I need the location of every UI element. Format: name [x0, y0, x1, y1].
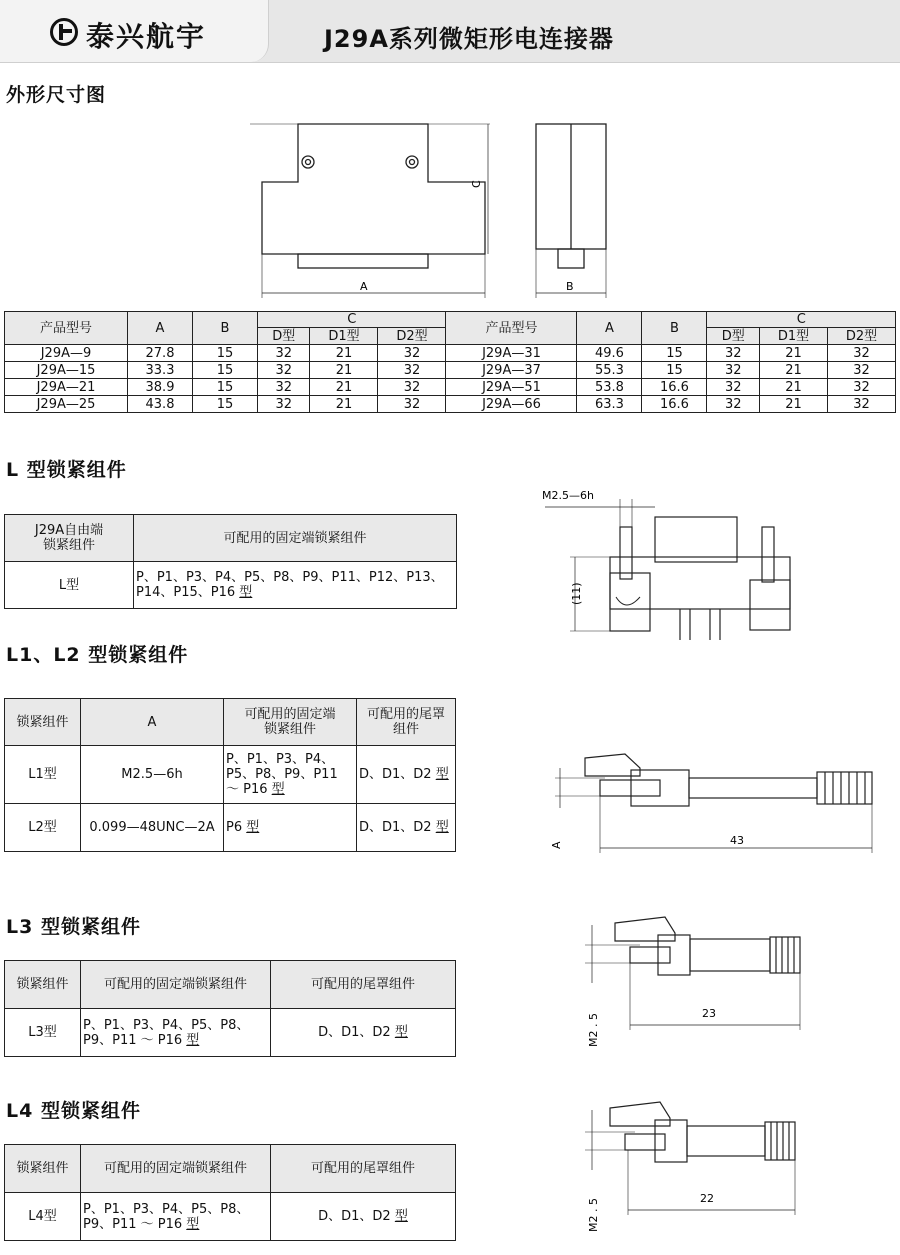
l3-th-tail: 可配用的尾罩组件	[271, 961, 456, 1009]
l2-fixed: P6 型	[224, 804, 357, 852]
l3-lock-table	[4, 960, 456, 1057]
l3-tail: D、D1、D2 型	[271, 1009, 456, 1057]
l3-name: L3型	[5, 1009, 81, 1057]
dim-cell: 21	[310, 345, 378, 362]
table-row	[5, 396, 896, 413]
l12-th-fixed: 可配用的固定端 锁紧组件	[224, 699, 357, 746]
dim-cell: 32	[707, 362, 759, 379]
dim-cell: 16.6	[642, 396, 707, 413]
dim-cell: 21	[759, 396, 827, 413]
dim-cell: 32	[378, 396, 446, 413]
dim-cell: J29A—15	[5, 362, 128, 379]
section-outline-title: 外形尺寸图	[6, 84, 107, 106]
outline-drawing	[250, 112, 620, 302]
th-d1: D1型	[310, 328, 378, 345]
l3-len-label: 23	[702, 1007, 716, 1020]
dim-cell: 32	[258, 345, 310, 362]
l-lock-drawing	[540, 485, 800, 645]
section-l3-title: L3 型锁紧组件	[6, 916, 141, 938]
l12-lock-table	[4, 698, 456, 852]
dim-cell: 21	[310, 379, 378, 396]
dim-cell: 32	[378, 362, 446, 379]
th-c: C	[258, 312, 446, 328]
dim-cell: 15	[193, 345, 258, 362]
l2-tail: D、D1、D2 型	[357, 804, 456, 852]
l4-th-name: 锁紧组件	[5, 1145, 81, 1193]
dimension-table	[4, 311, 896, 413]
th-b: B	[193, 312, 258, 345]
dim-cell: 55.3	[577, 362, 642, 379]
dim-cell: 16.6	[642, 379, 707, 396]
dim-cell: J29A—25	[5, 396, 128, 413]
dim-cell: 43.8	[128, 396, 193, 413]
l-dim-label: (11)	[570, 582, 583, 605]
th-a: A	[128, 312, 193, 345]
dim-cell: 32	[378, 379, 446, 396]
company-logo-icon	[50, 18, 78, 46]
dim-c-label: C	[470, 180, 483, 188]
dim-cell: J29A—21	[5, 379, 128, 396]
l-row-name: L型	[5, 562, 134, 609]
dim-cell: 15	[193, 396, 258, 413]
dim-cell: 27.8	[128, 345, 193, 362]
dim-cell: 32	[707, 345, 759, 362]
page-header	[0, 0, 900, 63]
dim-cell: 32	[258, 379, 310, 396]
dim-cell: J29A—9	[5, 345, 128, 362]
dim-a-label: A	[360, 280, 368, 293]
l4-tail: D、D1、D2 型	[271, 1193, 456, 1241]
l3-fixed: P、P1、P3、P4、P5、P8、P9、P11 ～ P16 型	[81, 1009, 271, 1057]
l12-a-label: A	[550, 841, 563, 849]
th-b-2: B	[642, 312, 707, 345]
dim-cell: 32	[378, 345, 446, 362]
dim-cell: 53.8	[577, 379, 642, 396]
l4-len-label: 22	[700, 1192, 714, 1205]
l3-m-label: M2 . 5	[587, 1013, 600, 1047]
th-model: 产品型号	[5, 312, 128, 345]
dim-cell: J29A—37	[446, 362, 577, 379]
dim-cell: 21	[759, 379, 827, 396]
th-d2-2: D2型	[827, 328, 895, 345]
l-row-fixed: P、P1、P3、P4、P5、P8、P9、P11、P12、P13、P14、P15、P16 型	[134, 562, 457, 609]
l-thread-label: M2.5—6h	[542, 489, 594, 502]
l1-name: L1型	[5, 746, 81, 804]
dim-cell: 32	[827, 362, 895, 379]
section-l12-title: L1、L2 型锁紧组件	[6, 644, 189, 666]
l3-th-name: 锁紧组件	[5, 961, 81, 1009]
dim-cell: J29A—51	[446, 379, 577, 396]
l12-th-a: A	[81, 699, 224, 746]
table-row	[5, 362, 896, 379]
th-d: D型	[258, 328, 310, 345]
dim-cell: 32	[258, 362, 310, 379]
dim-cell: 15	[193, 379, 258, 396]
page-title: J29A系列微矩形电连接器	[324, 25, 614, 53]
l4-lock-drawing	[570, 1090, 820, 1240]
th-c-2: C	[707, 312, 896, 328]
l4-lock-table	[4, 1144, 456, 1241]
dim-cell: 21	[310, 362, 378, 379]
dim-cell: 32	[707, 396, 759, 413]
section-l-title: L 型锁紧组件	[6, 459, 127, 481]
dim-cell: 32	[827, 396, 895, 413]
th-model-2: 产品型号	[446, 312, 577, 345]
l4-name: L4型	[5, 1193, 81, 1241]
th-d1-2: D1型	[759, 328, 827, 345]
dim-cell: J29A—66	[446, 396, 577, 413]
l2-name: L2型	[5, 804, 81, 852]
dim-cell: 33.3	[128, 362, 193, 379]
l-th-free: J29A自由端 锁紧组件	[5, 515, 134, 562]
dim-cell: 63.3	[577, 396, 642, 413]
l4-th-fixed: 可配用的固定端锁紧组件	[81, 1145, 271, 1193]
l1-tail: D、D1、D2 型	[357, 746, 456, 804]
dim-cell: 21	[759, 362, 827, 379]
dim-cell: 32	[258, 396, 310, 413]
l12-lock-drawing	[545, 748, 885, 858]
dim-cell: 38.9	[128, 379, 193, 396]
l1-fixed: P、P1、P3、P4、P5、P8、P9、P11 ～ P16 型	[224, 746, 357, 804]
l-lock-table	[4, 514, 457, 609]
dim-cell: 32	[827, 379, 895, 396]
l4-fixed: P、P1、P3、P4、P5、P8、P9、P11 ～ P16 型	[81, 1193, 271, 1241]
th-a-2: A	[577, 312, 642, 345]
dim-cell: 15	[193, 362, 258, 379]
l3-lock-drawing	[570, 905, 820, 1055]
section-l4-title: L4 型锁紧组件	[6, 1100, 141, 1122]
brand-name: 泰兴航宇	[86, 20, 207, 53]
dim-cell: J29A—31	[446, 345, 577, 362]
dim-cell: 15	[642, 362, 707, 379]
dim-cell: 49.6	[577, 345, 642, 362]
l12-th-name: 锁紧组件	[5, 699, 81, 746]
logo-area	[0, 0, 269, 62]
dim-cell: 15	[642, 345, 707, 362]
dim-b-label: B	[566, 280, 574, 293]
l1-a: M2.5—6h	[81, 746, 224, 804]
l-th-fixed: 可配用的固定端锁紧组件	[134, 515, 457, 562]
dim-cell: 21	[759, 345, 827, 362]
l2-a: 0.099—48UNC—2A	[81, 804, 224, 852]
l12-len-label: 43	[730, 834, 744, 847]
th-d2: D2型	[378, 328, 446, 345]
l4-th-tail: 可配用的尾罩组件	[271, 1145, 456, 1193]
dim-cell: 32	[707, 379, 759, 396]
table-row	[5, 379, 896, 396]
dim-cell: 32	[827, 345, 895, 362]
dim-cell: 21	[310, 396, 378, 413]
table-row	[5, 345, 896, 362]
l4-m-label: M2 . 5	[587, 1198, 600, 1232]
l12-th-tail: 可配用的尾罩 组件	[357, 699, 456, 746]
th-d-2: D型	[707, 328, 759, 345]
l3-th-fixed: 可配用的固定端锁紧组件	[81, 961, 271, 1009]
